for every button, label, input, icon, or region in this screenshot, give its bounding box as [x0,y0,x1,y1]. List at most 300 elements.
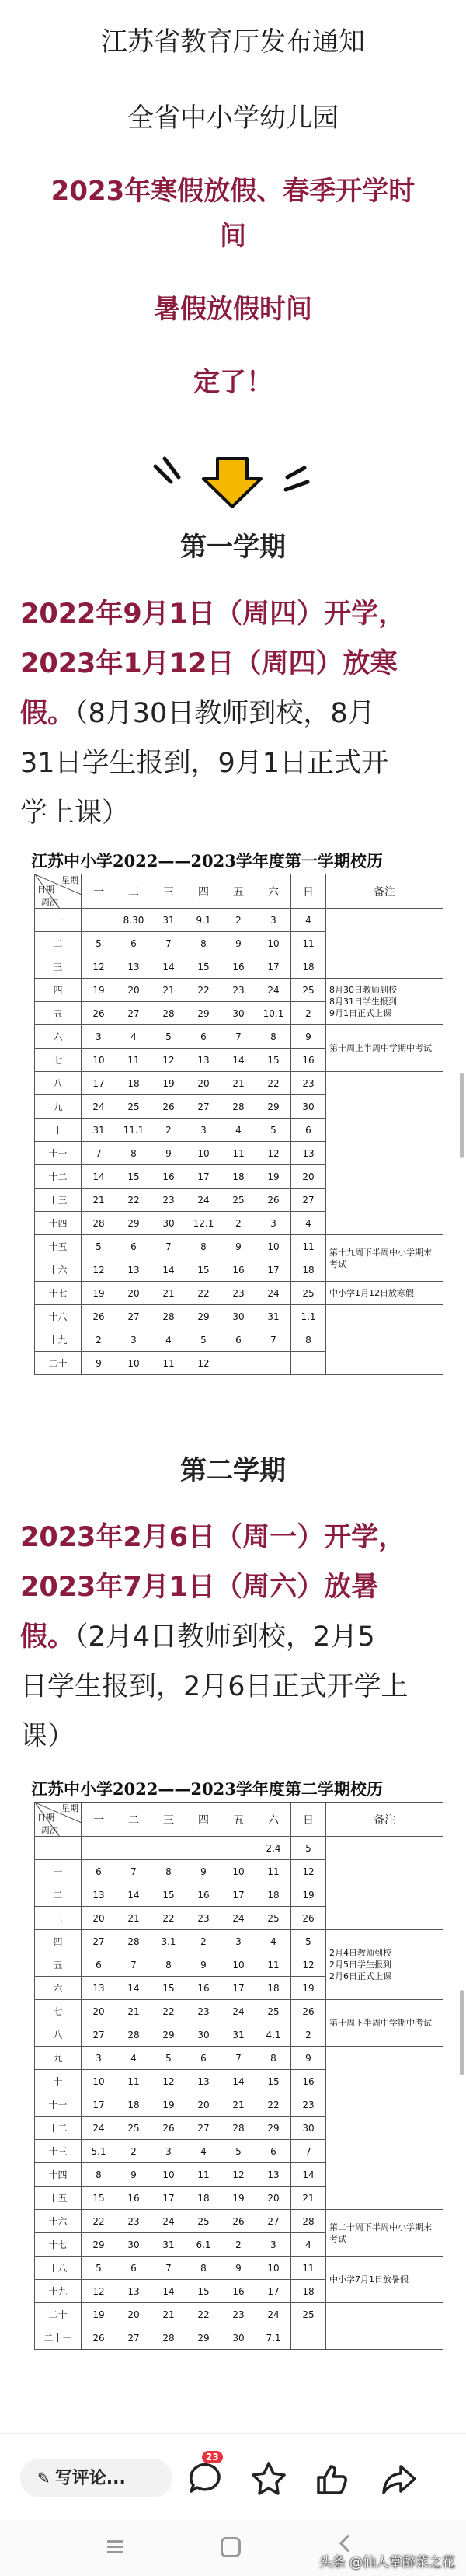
date-cell: 15 [151,1977,186,2000]
comment-bubble-icon [183,2457,227,2501]
date-cell [116,1837,151,1860]
remark-cell [326,2047,443,2210]
date-cell: 15 [151,1883,186,1907]
remark-cell: 2月4日教师到校 2月5日学生报到 2月6日正式上课 [326,1930,443,2000]
date-cell [82,909,116,932]
pen-icon: ✎ [37,2469,50,2487]
date-cell: 20 [116,2303,151,2326]
date-cell: 4 [186,2140,221,2163]
week-cell: 九 [35,2047,82,2070]
date-cell: 13 [186,1049,221,1072]
date-cell: 5 [186,1328,221,1352]
date-cell: 6 [116,932,151,955]
date-cell: 3 [221,1930,256,1953]
date-cell [221,1837,256,1860]
date-cell: 4 [256,1930,291,1953]
date-cell: 7 [221,2047,256,2070]
date-cell: 6 [82,1860,116,1883]
date-cell: 2 [186,1930,221,1953]
date-cell: 2 [221,909,256,932]
date-cell [256,1352,291,1375]
date-cell: 14 [151,2280,186,2303]
date-cell: 23 [116,2210,151,2233]
date-cell: 29 [82,2233,116,2257]
date-cell: 24 [221,1907,256,1930]
date-cell: 4 [221,1119,256,1142]
date-cell: 11.1 [116,1119,151,1142]
date-cell: 12 [291,1953,326,1977]
date-cell: 12 [151,2070,186,2093]
date-cell: 24 [256,2303,291,2326]
remark-cell: 第十周上半周中学期中考试 [326,1025,443,1072]
week-cell: 六 [35,1977,82,2000]
date-cell: 28 [151,2326,186,2350]
date-cell: 21 [221,1072,256,1095]
date-cell: 7 [151,2257,186,2280]
semester2-table-title: 江苏中小学2022——2023学年度第二学期校历 [31,1779,383,1799]
remark-cell [326,1305,443,1375]
date-cell: 3 [151,2140,186,2163]
date-cell [291,2326,326,2350]
semester2-title: 第二学期 [180,1455,286,1486]
table-header-cell: 三 [151,874,186,909]
date-cell: 25 [256,1907,291,1930]
remark-cell: 中小学7月1日放暑假 [326,2257,443,2303]
week-cell: 十二 [35,2117,82,2140]
table-header-row [35,1803,443,1837]
date-cell: 11 [186,2163,221,2187]
date-cell: 22 [186,2303,221,2326]
date-cell: 24 [186,1189,221,1212]
scrollbar-thumb-2[interactable] [460,1990,464,2075]
table-header-cell: 二 [116,874,151,909]
date-cell: 6 [82,1953,116,1977]
date-cell: 30 [221,1002,256,1025]
watermark: 头条 @仙人掌醉菜之花 [318,2555,455,2571]
corner-label-left: 日期 [37,1813,54,1823]
date-cell: 24 [256,979,291,1002]
date-cell: 8 [186,1235,221,1258]
date-cell: 15 [186,955,221,979]
date-cell: 3 [82,2047,116,2070]
date-cell: 7 [256,1328,291,1352]
date-cell: 10 [82,1049,116,1072]
date-cell: 12 [256,1142,291,1165]
week-cell: 十六 [35,1258,82,1282]
week-cell: 五 [35,1002,82,1025]
date-cell: 9.1 [186,909,221,932]
date-cell: 10.1 [256,1002,291,1025]
date-cell: 16 [151,1165,186,1189]
semester2-para-line1: 2023年2月6日（周一）开学， [20,1522,406,1553]
date-cell: 4 [151,1328,186,1352]
star-icon [247,2457,290,2501]
date-cell: 11 [256,1860,291,1883]
date-cell: 11 [151,1352,186,1375]
comment-button[interactable] [183,2457,227,2501]
date-cell: 7 [116,1860,151,1883]
date-cell: 23 [221,979,256,1002]
date-cell: 25 [291,979,326,1002]
week-cell: 十八 [35,1305,82,1328]
date-cell: 22 [151,2000,186,2023]
date-cell: 12 [221,2163,256,2187]
date-cell: 27 [82,2023,116,2047]
date-cell: 30 [221,1305,256,1328]
date-cell [291,1352,326,1375]
date-cell: 24 [151,2210,186,2233]
table-row [35,2000,443,2023]
date-cell: 18 [291,955,326,979]
week-cell: 二 [35,1883,82,1907]
date-cell: 14 [151,955,186,979]
date-cell: 20 [82,2000,116,2023]
date-cell: 21 [82,1189,116,1212]
remark-cell [326,2303,443,2350]
date-cell: 9 [291,1025,326,1049]
date-cell: 28 [291,2210,326,2233]
semester1-para-line1: 2022年9月1日（周四）开学， [20,599,406,630]
date-cell: 2 [221,2233,256,2257]
down-arrow-icon [0,451,466,513]
semester2-para-line3b: （2月4日教师到校，2月5 [75,1621,375,1653]
date-cell: 24 [82,2117,116,2140]
date-cell: 12 [151,1049,186,1072]
table-header-cell: 备注 [326,874,443,909]
date-cell: 13 [291,1142,326,1165]
back-icon[interactable] [339,2535,357,2553]
date-cell: 6.1 [186,2233,221,2257]
table-row [35,1305,443,1328]
table-header-row [35,874,443,909]
date-cell: 17 [82,1072,116,1095]
date-cell: 31 [151,909,186,932]
week-cell: 十四 [35,1212,82,1235]
date-cell: 18 [256,1977,291,2000]
remark-cell: 中小学1月12日放寒假 [326,1282,443,1305]
date-cell: 19 [82,979,116,1002]
date-cell: 21 [221,2093,256,2117]
date-cell: 27 [186,1095,221,1119]
date-cell: 27 [82,1930,116,1953]
date-cell: 3 [256,2233,291,2257]
table-row [35,979,443,1002]
date-cell: 3 [256,1212,291,1235]
date-cell: 4.1 [256,2023,291,2047]
date-cell: 28 [221,2117,256,2140]
date-cell: 11 [291,932,326,955]
date-cell: 6 [221,1328,256,1352]
home-icon[interactable] [221,2537,241,2557]
scrollbar-thumb-1[interactable] [460,1073,464,1158]
table-corner-cell [35,1803,82,1837]
semester1-para-line5: 学上课） [20,798,130,829]
semester2-para-line4: 日学生报到，2月6日正式开学上 [20,1671,409,1702]
date-cell: 19 [82,1282,116,1305]
date-cell: 20 [116,979,151,1002]
date-cell: 25 [116,2117,151,2140]
date-cell: 11 [291,1235,326,1258]
date-cell: 8 [256,1025,291,1049]
date-cell: 11 [116,2070,151,2093]
date-cell: 15 [116,1165,151,1189]
date-cell: 30 [186,2023,221,2047]
table-header-cell: 五 [221,1803,256,1837]
date-cell: 5 [151,1025,186,1049]
share-button[interactable] [377,2457,421,2501]
date-cell: 13 [116,955,151,979]
date-cell: 20 [82,1907,116,1930]
date-cell: 6 [291,1119,326,1142]
date-cell: 19 [291,1977,326,2000]
remark-cell [326,1072,443,1235]
table-header-cell: 备注 [326,1803,443,1837]
date-cell: 15 [186,2280,221,2303]
date-cell: 21 [116,2000,151,2023]
date-cell: 16 [291,2070,326,2093]
remark-cell: 第十周下半周中学期中考试 [326,2000,443,2047]
headline-line-4: 间 [220,221,246,252]
date-cell: 10 [256,1235,291,1258]
table-row [35,2210,443,2233]
date-cell: 26 [291,1907,326,1930]
week-cell: 八 [35,2023,82,2047]
date-cell: 17 [151,2187,186,2210]
date-cell: 21 [116,1907,151,1930]
recent-apps-icon[interactable] [107,2540,123,2543]
date-cell: 22 [256,1072,291,1095]
date-cell: 3 [116,1328,151,1352]
table-header-cell: 一 [82,874,116,909]
date-cell: 3 [256,909,291,932]
date-cell: 27 [116,1305,151,1328]
date-cell: 29 [186,1002,221,1025]
date-cell: 9 [291,2047,326,2070]
date-cell: 25 [291,2303,326,2326]
week-cell: 九 [35,1095,82,1119]
date-cell: 24 [256,1282,291,1305]
date-cell: 7 [151,932,186,955]
date-cell: 5.1 [82,2140,116,2163]
date-cell: 22 [151,1907,186,1930]
date-cell: 7 [82,1142,116,1165]
semester2-paragraph [20,1513,452,1761]
date-cell: 30 [291,1095,326,1119]
date-cell: 14 [291,2163,326,2187]
table-row [35,1282,443,1305]
table-row [35,2047,443,2070]
semester1-paragraph [20,589,452,838]
date-cell: 17 [256,955,291,979]
date-cell: 9 [221,1235,256,1258]
corner-label-top: 星期 [61,875,78,885]
table-header-cell: 三 [151,1803,186,1837]
week-cell: 十 [35,1119,82,1142]
semester1-para-line2: 2023年1月12日（周四）放寒 [20,648,398,679]
date-cell: 27 [116,1002,151,1025]
date-cell: 23 [291,2093,326,2117]
week-cell: 八 [35,1072,82,1095]
date-cell: 21 [151,1282,186,1305]
favorite-button[interactable] [247,2457,290,2501]
date-cell: 8.30 [116,909,151,932]
week-cell: 十一 [35,1142,82,1165]
date-cell: 31 [256,1305,291,1328]
date-cell: 14 [151,1258,186,1282]
comment-input[interactable] [20,2459,172,2497]
date-cell: 25 [221,1189,256,1212]
table-header-cell: 四 [186,874,221,909]
headline-line-3: 2023年寒假放假、春季开学时 [50,176,416,207]
date-cell: 22 [82,2210,116,2233]
date-cell [151,1837,186,1860]
date-cell: 29 [186,1305,221,1328]
date-cell: 26 [151,1095,186,1119]
date-cell: 27 [186,2117,221,2140]
like-button[interactable] [311,2457,354,2501]
share-arrow-icon [377,2457,421,2501]
date-cell: 12 [82,1258,116,1282]
week-cell: 一 [35,909,82,932]
date-cell: 23 [291,1072,326,1095]
date-cell: 8 [151,1953,186,1977]
date-cell: 31 [82,1119,116,1142]
date-cell: 29 [116,1212,151,1235]
date-cell: 11 [291,2257,326,2280]
table-header-cell: 日 [291,874,326,909]
date-cell: 10 [151,2163,186,2187]
week-cell: 六 [35,1025,82,1049]
date-cell: 26 [82,2326,116,2350]
date-cell: 4 [291,2233,326,2257]
bottom-action-bar [0,2433,466,2520]
date-cell: 21 [291,2187,326,2210]
table-header-cell: 日 [291,1803,326,1837]
date-cell [221,1352,256,1375]
week-cell: 二 [35,932,82,955]
date-cell: 30 [291,2117,326,2140]
date-cell: 20 [186,2093,221,2117]
date-cell: 16 [221,2280,256,2303]
date-cell: 28 [221,1095,256,1119]
date-cell: 7 [151,1235,186,1258]
date-cell: 18 [291,1258,326,1282]
table-row [35,1025,443,1049]
date-cell: 4 [116,1025,151,1049]
table-header-cell: 四 [186,1803,221,1837]
thumbs-up-icon [311,2457,354,2501]
week-cell: 七 [35,2000,82,2023]
week-cell: 二十 [35,2303,82,2326]
date-cell: 29 [256,1095,291,1119]
down-arrow-decoration [0,451,466,513]
date-cell: 26 [256,1189,291,1212]
date-cell: 17 [186,1165,221,1189]
table-row [35,909,443,932]
date-cell: 23 [151,1189,186,1212]
date-cell: 17 [256,2280,291,2303]
week-cell: 十三 [35,1189,82,1212]
date-cell: 19 [221,2187,256,2210]
date-cell: 8 [151,1860,186,1883]
date-cell: 27 [291,1189,326,1212]
date-cell: 16 [186,1883,221,1907]
comment-count-badge: 23 [202,2451,223,2463]
date-cell: 23 [221,1282,256,1305]
date-cell: 31 [151,2233,186,2257]
week-cell: 二十一 [35,2326,82,2350]
week-cell: 三 [35,1907,82,1930]
date-cell: 16 [221,955,256,979]
week-cell: 十九 [35,1328,82,1352]
date-cell: 20 [186,1072,221,1095]
date-cell: 22 [186,1282,221,1305]
week-cell: 四 [35,979,82,1002]
date-cell: 25 [116,1095,151,1119]
date-cell: 2 [151,1119,186,1142]
date-cell: 2 [116,2140,151,2163]
table-header-cell: 六 [256,1803,291,1837]
date-cell: 18 [291,2280,326,2303]
corner-label-top: 星期 [61,1803,78,1813]
week-cell: 十五 [35,2187,82,2210]
corner-label-bottom: 周次 [41,1825,58,1835]
table-row [35,1235,443,1258]
date-cell: 17 [221,1883,256,1907]
date-cell: 6 [186,2047,221,2070]
table-header-cell: 六 [256,874,291,909]
date-cell: 1.1 [291,1305,326,1328]
date-cell: 10 [221,1860,256,1883]
semester1-title: 第一学期 [180,532,286,563]
semester1-table-title: 江苏中小学2022——2023学年度第一学期校历 [31,851,383,871]
date-cell: 15 [256,2070,291,2093]
date-cell: 8 [116,1142,151,1165]
week-cell: 十一 [35,2093,82,2117]
date-cell: 16 [291,1049,326,1072]
remark-cell [326,909,443,979]
date-cell: 4 [116,2047,151,2070]
headline-line-2: 全省中小学幼儿园 [127,103,339,134]
date-cell: 8 [186,2257,221,2280]
date-cell: 10 [256,932,291,955]
date-cell: 8 [291,1328,326,1352]
date-cell: 14 [116,1883,151,1907]
date-cell: 5 [151,2047,186,2070]
date-cell: 13 [116,1258,151,1282]
table-row [35,1930,443,1953]
semester1-para-line4: 31日学生报到，9月1日正式开 [20,748,389,779]
table-header-cell: 一 [82,1803,116,1837]
week-cell: 二十 [35,1352,82,1375]
date-cell: 28 [116,1930,151,1953]
date-cell: 4 [291,1212,326,1235]
date-cell: 16 [221,1258,256,1282]
semester2-para-line3a: 假。 [20,1621,75,1653]
date-cell: 28 [151,1002,186,1025]
date-cell: 20 [256,2187,291,2210]
table-header-cell: 五 [221,874,256,909]
date-cell: 18 [116,1072,151,1095]
date-cell: 3 [186,1119,221,1142]
date-cell: 11 [256,1953,291,1977]
headline-line-1: 江苏省教育厅发布通知 [101,26,365,58]
date-cell: 11 [221,1142,256,1165]
week-cell: 十六 [35,2210,82,2233]
date-cell: 15 [186,1258,221,1282]
date-cell: 11 [116,1049,151,1072]
date-cell: 25 [291,1282,326,1305]
